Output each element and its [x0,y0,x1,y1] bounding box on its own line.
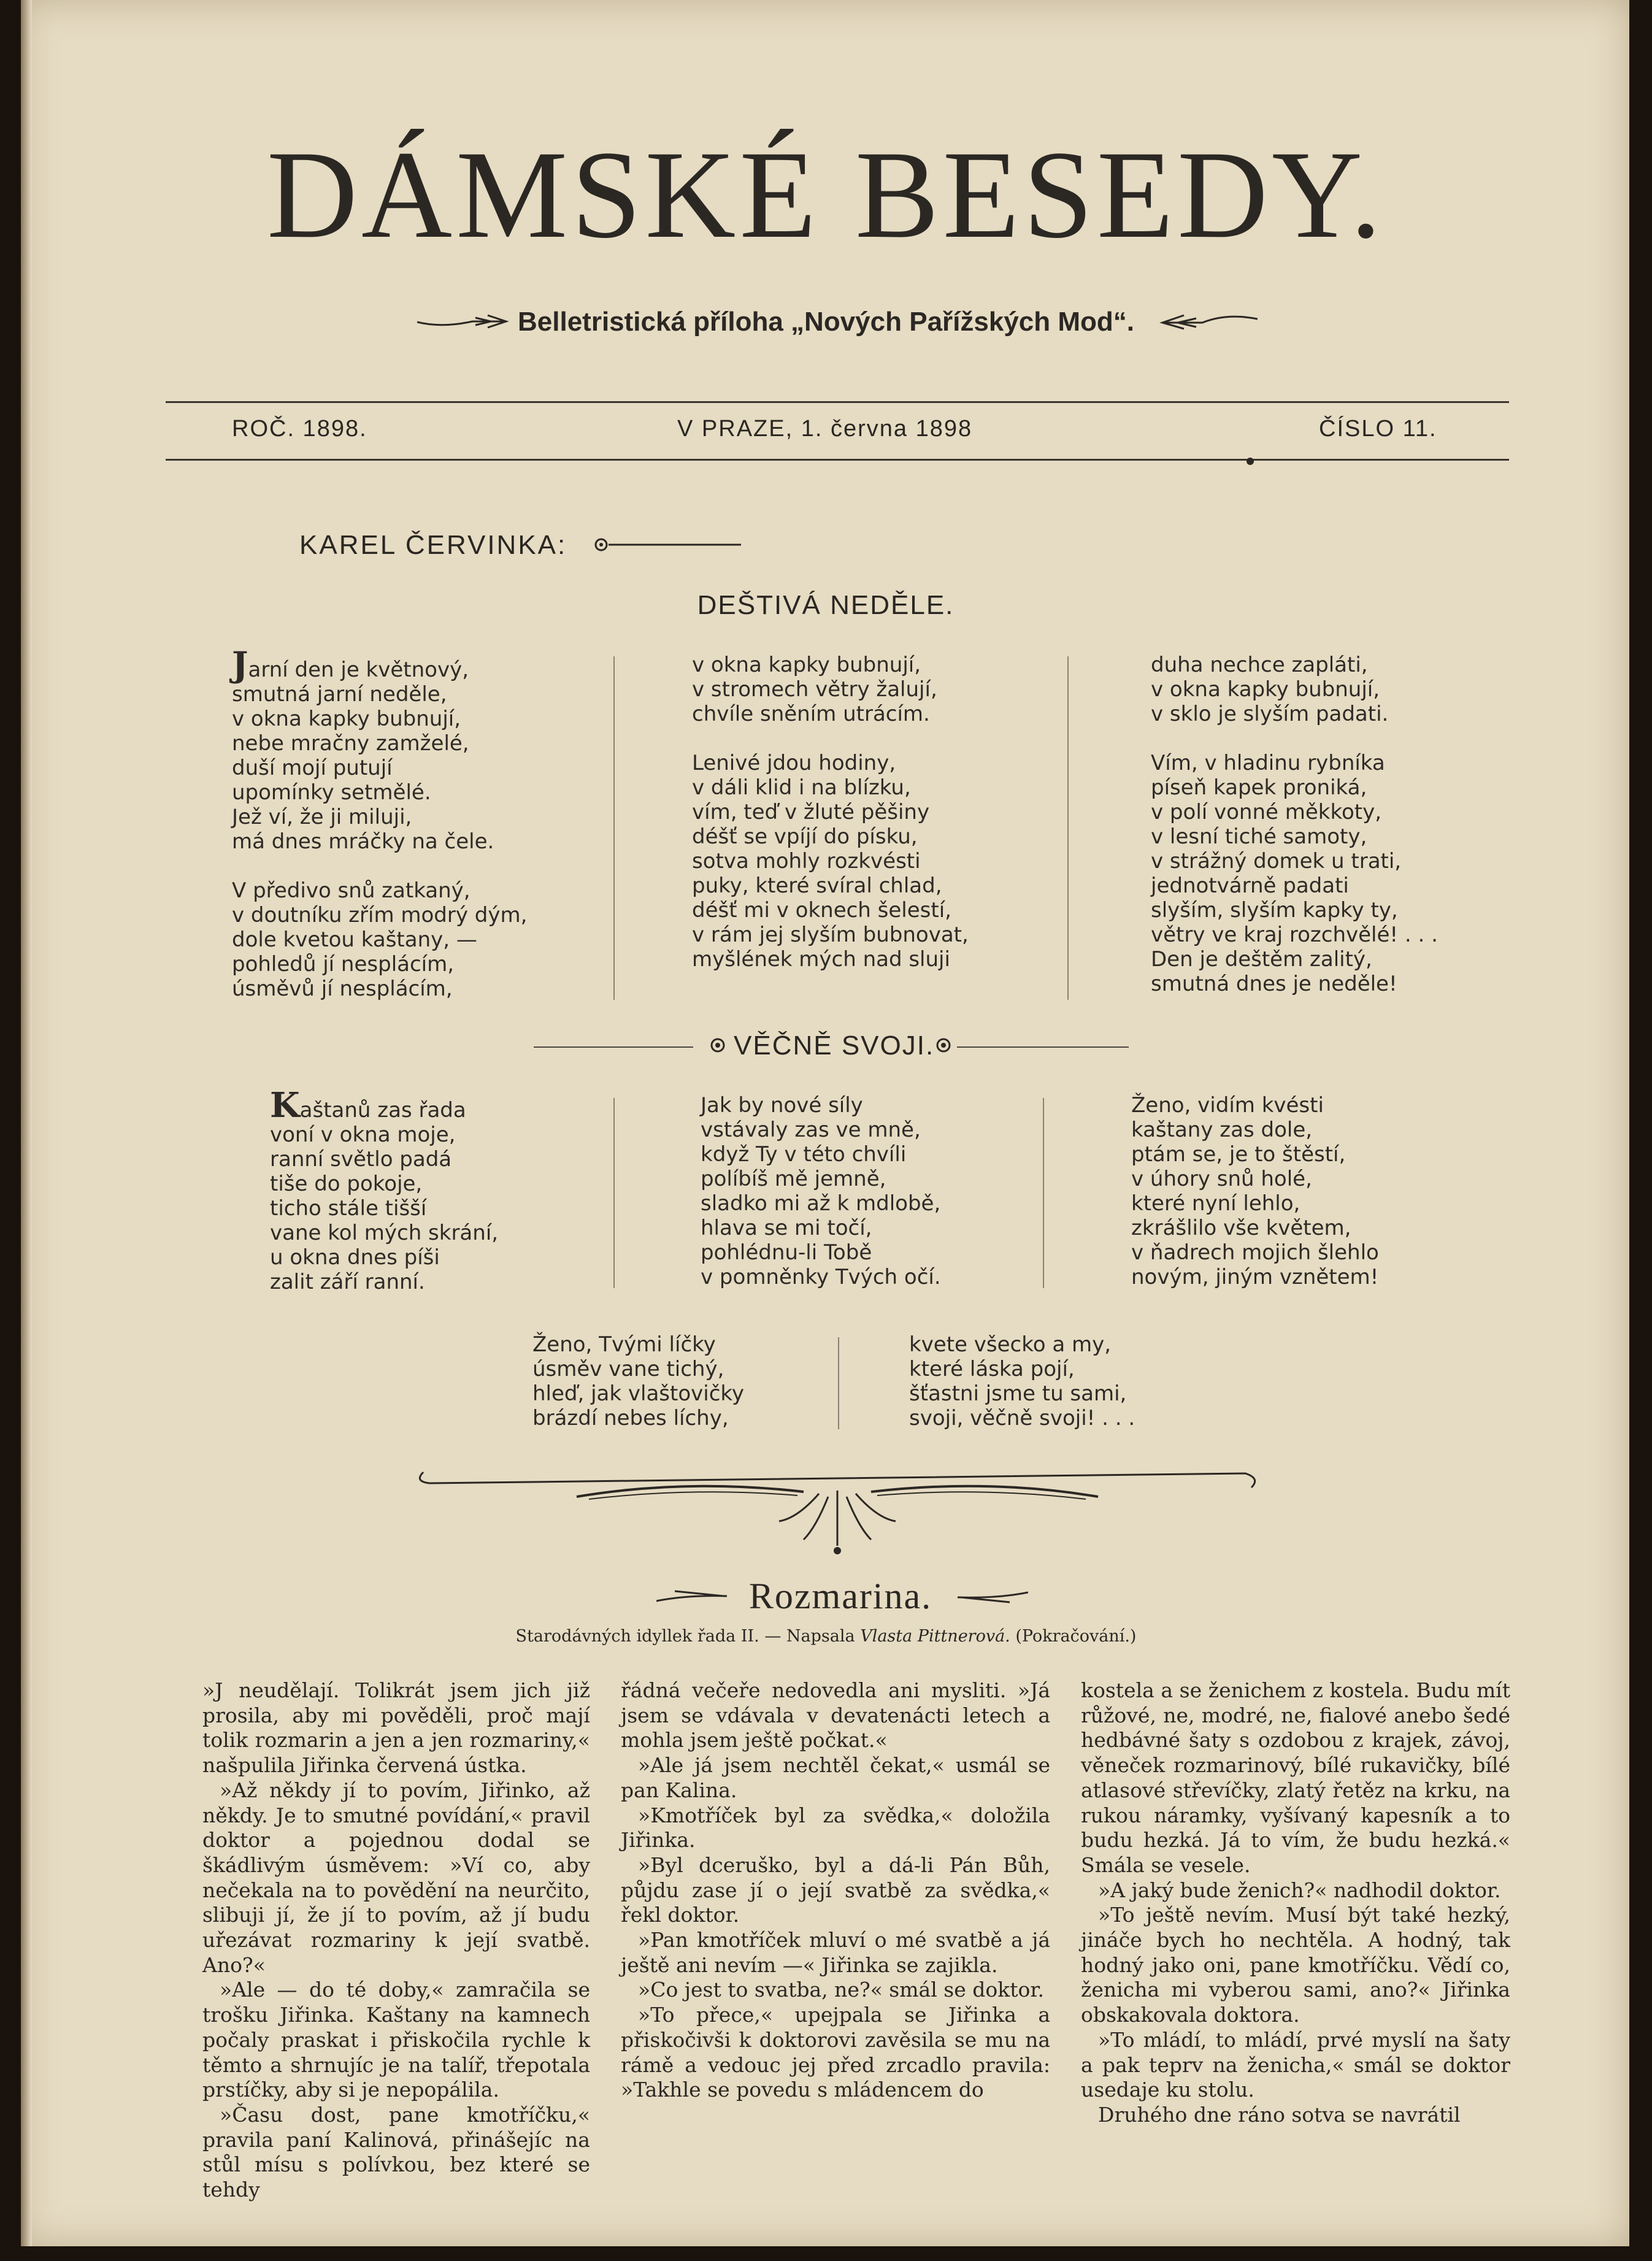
poem2-column-1 [270,1085,499,1294]
poem1-column-1 [232,645,528,1001]
poem2-right-rule [957,1046,1129,1048]
poem2-col1-text: aštanů zas řada voní v okna moje, ranní světlo padá tiše do pokoje, ticho stále tišší vane kol mých skrání, u okna dnes píši zalit září ranní. [270,1098,499,1294]
story-column-2 [621,1678,1050,2103]
story-right-arrow-icon [955,1587,1028,1606]
story-paragraph: »A jaký bude ženich?« nadhodil doktor. [1098,1878,1501,1902]
byline-continued: (Pokračování.) [1010,1627,1137,1646]
masthead-title: DÁMSKÉ BESEDY. [267,125,1385,264]
poem2-left-rule [534,1046,693,1048]
story-paragraph: řádná večeře nedovedla ani mysliti. »Já jsem se vdávala v devatenácti letech a mohla jsem ještě počkat.« [621,1678,1050,1752]
poem2-right-flower-icon [935,1037,952,1056]
story-paragraph: Druhého dne ráno sotva se navrátil [1098,2102,1461,2127]
header-top-rule [166,401,1509,403]
issue-place-date: V PRAZE, 1. června 1898 [677,416,973,442]
poem-author: KAREL ČERVINKA: [299,530,567,560]
poem1-divider-1 [613,656,615,1000]
story-column-3 [1081,1678,1510,2128]
issue-year: ROČ. 1898. [232,416,367,442]
poem2-column-3: Ženo, vidím kvésti kaštany zas dole, ptám se, je to štěstí, v úhory snů holé, které nyní lehlo, zkrášlilo vše květem, v ňadrech mojich šlehlo novým, jiným vznětem! [1131,1093,1379,1289]
story-left-arrow-icon [656,1587,730,1606]
story-paragraph: »To přece,« upejpala se Jiřinka a přiskočivši k doktorovi zavěsila se mu na rámě a vedouc jej před zrcadlo pravila: »Takhle se povedu s mládencem do [621,2003,1050,2102]
poem1-column-3: duha nechce zapláti, v okna kapky bubnují, v sklo je slyším padati. Vím, v hladinu rybníka píseň kapek proniká, v polí vonné měkkoty, v lesní tiché samoty, v strážný domek u trati, jednotvárně padati slyším, slyším kapky ty, větry ve kraj rozchvělé! . . . Den je deštěm zalitý, smutná dnes je neděle! [1151,653,1438,996]
story-paragraph: »Pan kmotříček mluví o mé svatbě a já ještě ani nevím —« Jiřinka se zajikla. [621,1928,1050,1977]
right-arrow-ornament-icon [1159,313,1258,331]
story-paragraph: »Ale já jsem nechtěl čekat,« usmál se pan Kalina. [621,1753,1050,1802]
poem2-dropcap: K [270,1085,300,1126]
poem1-col1-text: arní den je květnový, smutná jarní neděle, v okna kapky bubnují, nebe mračny zamželé, duší mojí putují upomínky setmělé. Jež ví, že ji miluji, má dnes mráčky na čele. V předivo snů zatkaný, v doutníku zřím modrý dým, dole kvetou kaštany, — pohledů jí nesplácím, úsměvů jí nesplácím, [232,658,528,1001]
poem2-left-flower-icon [709,1037,726,1056]
story-paragraph: »To ještě nevím. Musí být také hezký, jináče bych ho nechtěla. A hodný, tak hodný jako oni, pane kmotříčku. Vědí co, ženicha mi vyberou sami, ano?« Jiřinka obskakovala doktora. [1081,1903,1510,2027]
story-paragraph: »Času dost, pane kmotříčku,« pravila paní Kalinová, přinášejíc na stůl mísu s polívkou, bez které se tehdy [202,2102,590,2202]
story-paragraph: »Co jest to svatba, ne?« smál se doktor. [638,1978,1044,2002]
poem2-column-2: Jak by nové síly vstávaly zas ve mně, když Ty v této chvíli políbíš mě jemně, sladko mi až k mdlobě, hlava se mi točí, pohlédnu-li Tobě v pomněnky Tvých očí. [701,1093,941,1289]
masthead-subtitle: Belletristická příloha „Nových Pařížských Mod“. [518,307,1134,337]
story-paragraph: »To mládí, to mládí, prvé myslí na šaty a pak teprv na ženicha,« smál se doktor usedaje ku stolu. [1081,2027,1510,2102]
story-title: Rozmarina. [748,1576,932,1616]
poem1-column-2: v okna kapky bubnují, v stromech větry žalují, chvíle sněním utrácím. Lenivé jdou hodiny, v dáli klid i na blízku, vím, teď v žluté pěšiny déšť se vpíjí do písku, sotva mohly rozkvésti puky, které svíral chlad, déšť mi v oknech šelestí, v rám jej slyším bubnovat, myšlének mých nad sluji [692,653,969,972]
story-byline [0,1627,1652,1646]
header-bottom-rule [166,459,1509,461]
poem2-divider-1 [613,1098,615,1288]
poem2-divider-3 [838,1337,839,1429]
byline-series: Starodávných idyllek řada II. — Napsala [515,1627,861,1646]
poem1-title: DEŠTIVÁ NEDĚLE. [697,590,955,620]
poem1-dropcap: J [232,645,248,685]
story-column-1 [202,1678,590,2203]
poem2-column-5: kvete všecko a my, které láska pojí, šťastni jsme tu sami, svoji, věčně svoji! . . . [909,1332,1135,1430]
poem1-divider-2 [1067,656,1069,1000]
poem2-column-4: Ženo, Tvými líčky úsměv vane tichý, hleď, jak vlaštovičky brázdí nebes líchy, [532,1332,744,1430]
story-paragraph: »Kmotříček byl za svědka,« doložila Jiřinka. [621,1803,1050,1852]
ornamental-divider-icon [411,1460,1264,1558]
author-rule-ornament [594,537,741,552]
story-paragraph: »J neudělají. Tolikrát jsem jich již prosila, aby mi pověděli, proč mají tolik rozmarin a jen a jen rozmariny,« našpulila Jiřinka červená ústka. [202,1678,590,1778]
byline-author: Vlasta Pittnerová. [860,1627,1010,1646]
story-paragraph: »Až někdy jí to povím, Jiřinko, až někdy. Je to smutné povídání,« pravil doktor a pojednou dodal se škádlivým úsměvem: »Ví co, aby nečekala na to povědění na neurčito, slibuji jí, že jí to povím, až jí budu uřezávat rozmariny k její svatbě. Ano?« [202,1778,590,1977]
poem2-divider-2 [1043,1098,1044,1288]
issue-number: ČÍSLO 11. [1319,416,1437,442]
poem2-title: VĚČNĚ SVOJI. [734,1031,935,1061]
rule-dot-ornament [1247,458,1254,465]
story-paragraph: »Byl dceruško, byl a dá-li Pán Bůh, půjdu zase jí o její svatbě za svědka,« řekl doktor. [621,1852,1050,1927]
story-paragraph: »Ale — do té doby,« zamračila se trošku Jiřinka. Kaštany na kamnech počaly praskat i přiskočila rychle k těmto a shrnujíc je na talíř, třepotala prstíčky, aby si je nepopálila. [202,1978,590,2102]
story-paragraph: kostela a se ženichem z kostela. Budu mít růžové, ne, modré, ne, fialové anebo šedé hedbávné šaty s ozdobou z krajek, závoj, věneček rozmarinový, bílé rukavičky, bílé atlasové střevíčky, zlatý řetěz na krku, na rukou náramky, vyšívaný kapesník a to budu hezká. Já to vím, že budu hezká.« Smála se vesele. [1081,1678,1510,1877]
